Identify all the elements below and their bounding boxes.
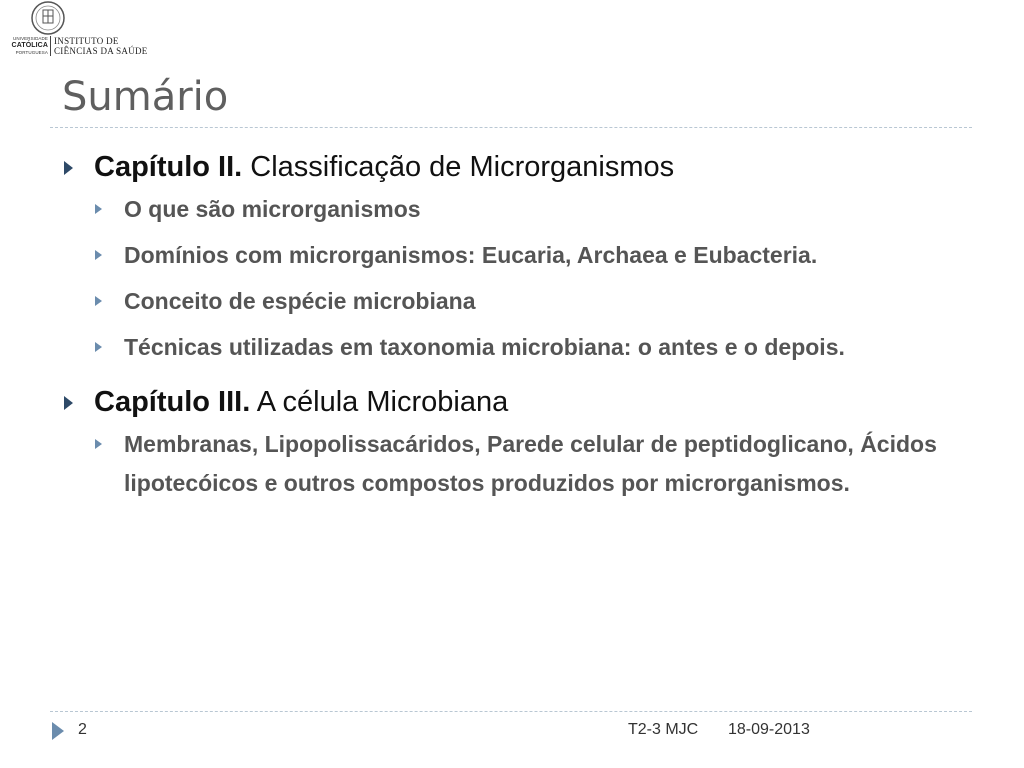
footer-divider: [50, 711, 972, 712]
footer-date: 18-09-2013: [728, 721, 810, 738]
page-number: 2: [78, 721, 87, 738]
subitem: [62, 190, 962, 229]
chapter-item: [62, 385, 962, 419]
subitem-list: [62, 190, 962, 367]
subitem: [62, 282, 962, 321]
subitem-list: [62, 425, 962, 503]
subitem-text: Membranas, Lipopolissacáridos, Parede celular de peptidoglicano, Ácidos lipotecóicos e outros compostos produzidos por microrganismos.: [124, 431, 937, 496]
footer-arrow-icon: [52, 722, 64, 740]
university-crest-icon: [30, 0, 66, 36]
subitem-text: Conceito de espécie microbiana: [124, 288, 476, 314]
subitem-text: O que são microrganismos: [124, 196, 421, 222]
title-divider: [50, 127, 972, 128]
triangle-bullet-icon: [95, 439, 102, 449]
triangle-bullet-icon: [64, 396, 73, 410]
footer-author: T2-3 MJC: [628, 721, 699, 738]
subitem: [62, 425, 962, 503]
chapter-label: Capítulo II.: [94, 151, 243, 183]
university-name: [4, 36, 48, 55]
university-line: UNIVERSIDADE: [13, 36, 48, 41]
university-line: CATÓLICA: [11, 41, 48, 49]
slide-title: Sumário: [62, 74, 229, 120]
triangle-bullet-icon: [95, 204, 102, 214]
institute-name: [54, 36, 148, 56]
institute-line: INSTITUTO DE: [54, 36, 119, 46]
chapter-item: [62, 150, 962, 184]
chapter-title: A célula Microbiana: [250, 386, 509, 418]
chapter-title: Classificação de Microrganismos: [242, 151, 675, 183]
triangle-bullet-icon: [64, 161, 73, 175]
logo-divider: [50, 36, 51, 56]
triangle-bullet-icon: [95, 250, 102, 260]
triangle-bullet-icon: [95, 296, 102, 306]
institute-line: CIÊNCIAS DA SAÚDE: [54, 46, 148, 56]
triangle-bullet-icon: [95, 342, 102, 352]
subitem-text: Técnicas utilizadas em taxonomia microbiana: o antes e o depois.: [124, 334, 845, 360]
university-line: PORTUGUESA: [15, 49, 48, 55]
subitem: [62, 236, 962, 275]
institution-logo: [2, 0, 152, 58]
subitem-text: Domínios com microrganismos: Eucaria, Archaea e Eubacteria.: [124, 242, 818, 268]
subitem: [62, 328, 962, 367]
chapter-label: Capítulo III.: [94, 386, 251, 418]
slide-content: [62, 150, 962, 503]
